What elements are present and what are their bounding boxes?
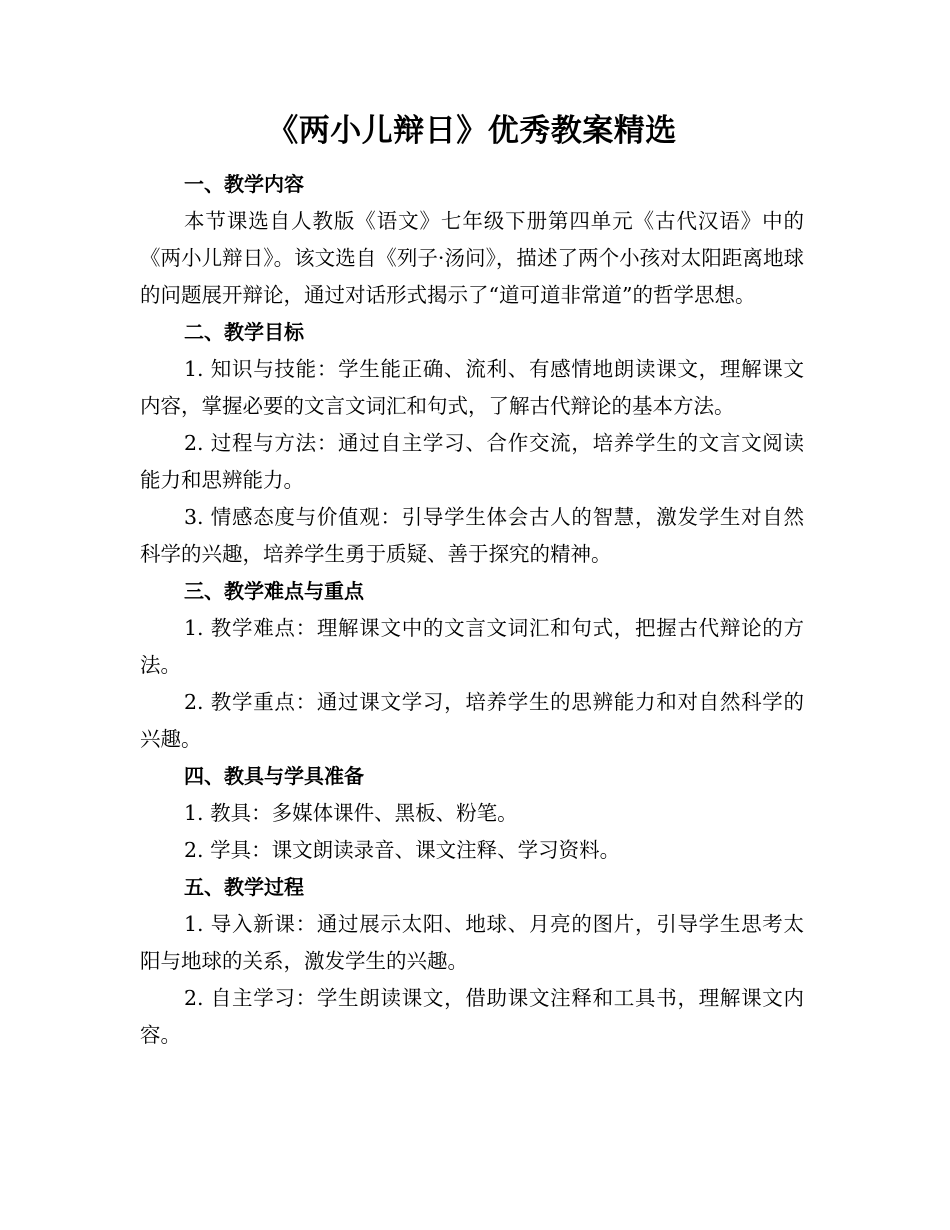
paragraph: 本节课选自人教版《语文》七年级下册第四单元《古代汉语》中的《两小儿辩日》。该文选自《列子·汤问》，描述了两个小孩对太阳距离地球的问题展开辩论，通过对话形式揭示了“道可道非常道”的哲学思想。 [140, 209, 804, 307]
paragraph: 2. 学具：课文朗读录音、课文注释、学习资料。 [184, 838, 621, 862]
section-teaching-tools [140, 758, 804, 869]
paragraph: 1. 知识与技能：学生能正确、流利、有感情地朗读课文，理解课文内容，掌握必要的文言文词汇和句式，了解古代辩论的基本方法。 [140, 357, 804, 418]
section-heading: 五、教学过程 [184, 875, 304, 899]
paragraph: 3. 情感态度与价值观：引导学生体会古人的智慧，激发学生对自然科学的兴趣，培养学生勇于质疑、善于探究的精神。 [140, 505, 804, 566]
section-heading: 二、教学目标 [184, 320, 304, 344]
section-heading: 一、教学内容 [184, 172, 304, 196]
paragraph: 2. 教学重点：通过课文学习，培养学生的思辨能力和对自然科学的兴趣。 [140, 690, 804, 751]
document-page [140, 108, 804, 1054]
section-teaching-content [140, 166, 804, 314]
section-teaching-goals [140, 314, 804, 573]
section-teaching-process [140, 869, 804, 1054]
section-heading: 三、教学难点与重点 [184, 579, 364, 603]
section-difficulties-and-focus [140, 573, 804, 758]
section-heading: 四、教具与学具准备 [184, 764, 364, 788]
paragraph: 2. 过程与方法：通过自主学习、合作交流，培养学生的文言文阅读能力和思辨能力。 [140, 431, 804, 492]
document-title: 《两小儿辩日》优秀教案精选 [267, 113, 677, 149]
paragraph: 1. 教具：多媒体课件、黑板、粉笔。 [184, 801, 518, 825]
paragraph: 1. 导入新课：通过展示太阳、地球、月亮的图片，引导学生思考太阳与地球的关系，激发学生的兴趣。 [140, 912, 804, 973]
paragraph: 1. 教学难点：理解课文中的文言文词汇和句式，把握古代辩论的方法。 [140, 616, 804, 677]
paragraph: 2. 自主学习：学生朗读课文，借助课文注释和工具书，理解课文内容。 [140, 986, 804, 1047]
